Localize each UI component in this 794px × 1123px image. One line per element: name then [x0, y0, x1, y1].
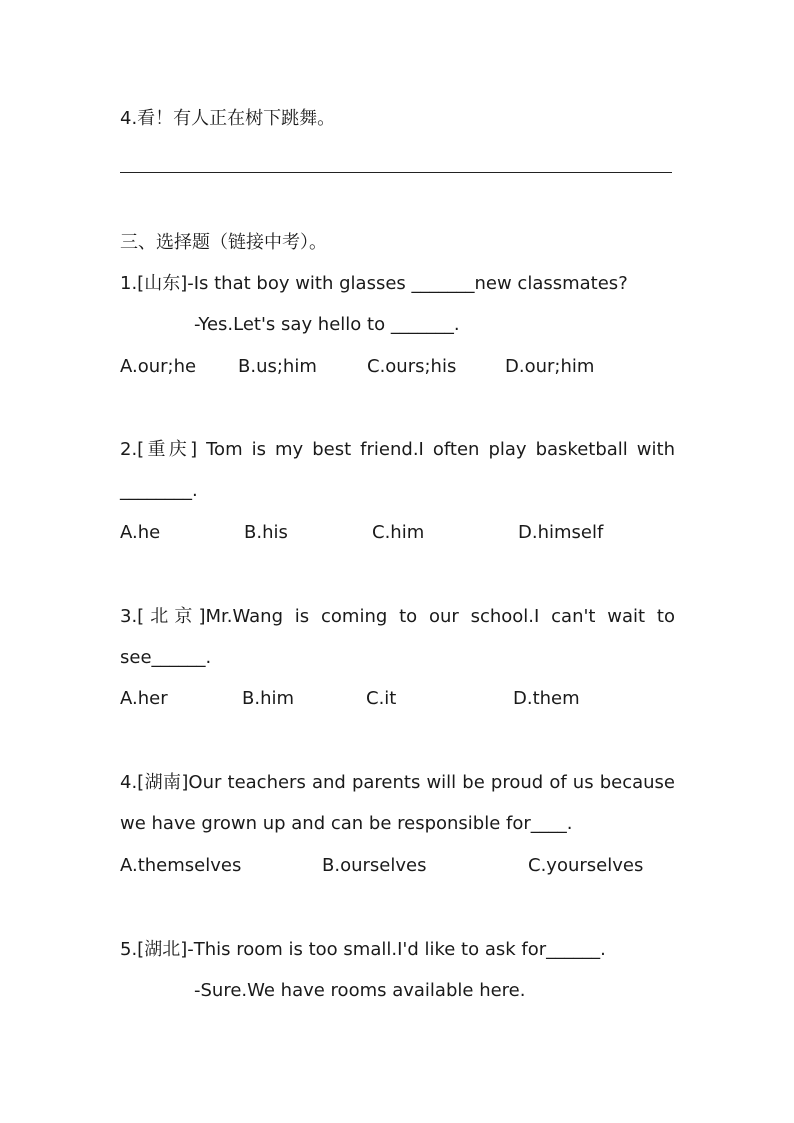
option-d: D.them: [513, 688, 580, 709]
question-1-reply: -Yes.Let's say hello to _______.: [194, 314, 460, 335]
option-a: A.our;he: [120, 356, 197, 377]
question-3-options: [120, 687, 680, 711]
translation-prompt-4: 4.看！有人正在树下跳舞。: [120, 108, 336, 129]
question-5-reply: -Sure.We have rooms available here.: [194, 980, 526, 1001]
question-3-stem: 3.[北京]Mr.Wang is coming to our school.I can't wait to: [120, 606, 675, 627]
question-2-continuation: ________.: [120, 480, 198, 501]
question-5-stem: 5.[湖北]-This room is too small.I'd like to ask for______.: [120, 939, 606, 960]
option-a: A.themselves: [120, 855, 242, 876]
option-a: A.he: [120, 522, 161, 543]
option-b: B.his: [244, 522, 288, 543]
option-b: B.us;him: [238, 356, 317, 377]
question-1-options: [120, 355, 680, 379]
option-c: C.yourselves: [528, 855, 644, 876]
option-d: D.our;him: [505, 356, 595, 377]
option-b: B.ourselves: [322, 855, 427, 876]
question-2-options: [120, 521, 680, 545]
question-2-stem: 2.[重庆] Tom is my best friend.I often play basketball with: [120, 439, 675, 460]
option-a: A.her: [120, 688, 168, 709]
option-d: D.himself: [518, 522, 604, 543]
question-1-stem: 1.[山东]-Is that boy with glasses _______new classmates?: [120, 273, 628, 294]
option-b: B.him: [242, 688, 295, 709]
answer-line: [120, 172, 672, 173]
question-4-stem: 4.[湖南]Our teachers and parents will be proud of us because: [120, 772, 675, 793]
option-c: C.it: [366, 688, 397, 709]
question-3-continuation: see______.: [120, 647, 212, 668]
section-title: 三、选择题（链接中考）。: [120, 232, 327, 253]
option-c: C.him: [372, 522, 425, 543]
question-4-options: [120, 854, 680, 878]
question-4-continuation: we have grown up and can be responsible for____.: [120, 813, 573, 834]
option-c: C.ours;his: [367, 356, 457, 377]
